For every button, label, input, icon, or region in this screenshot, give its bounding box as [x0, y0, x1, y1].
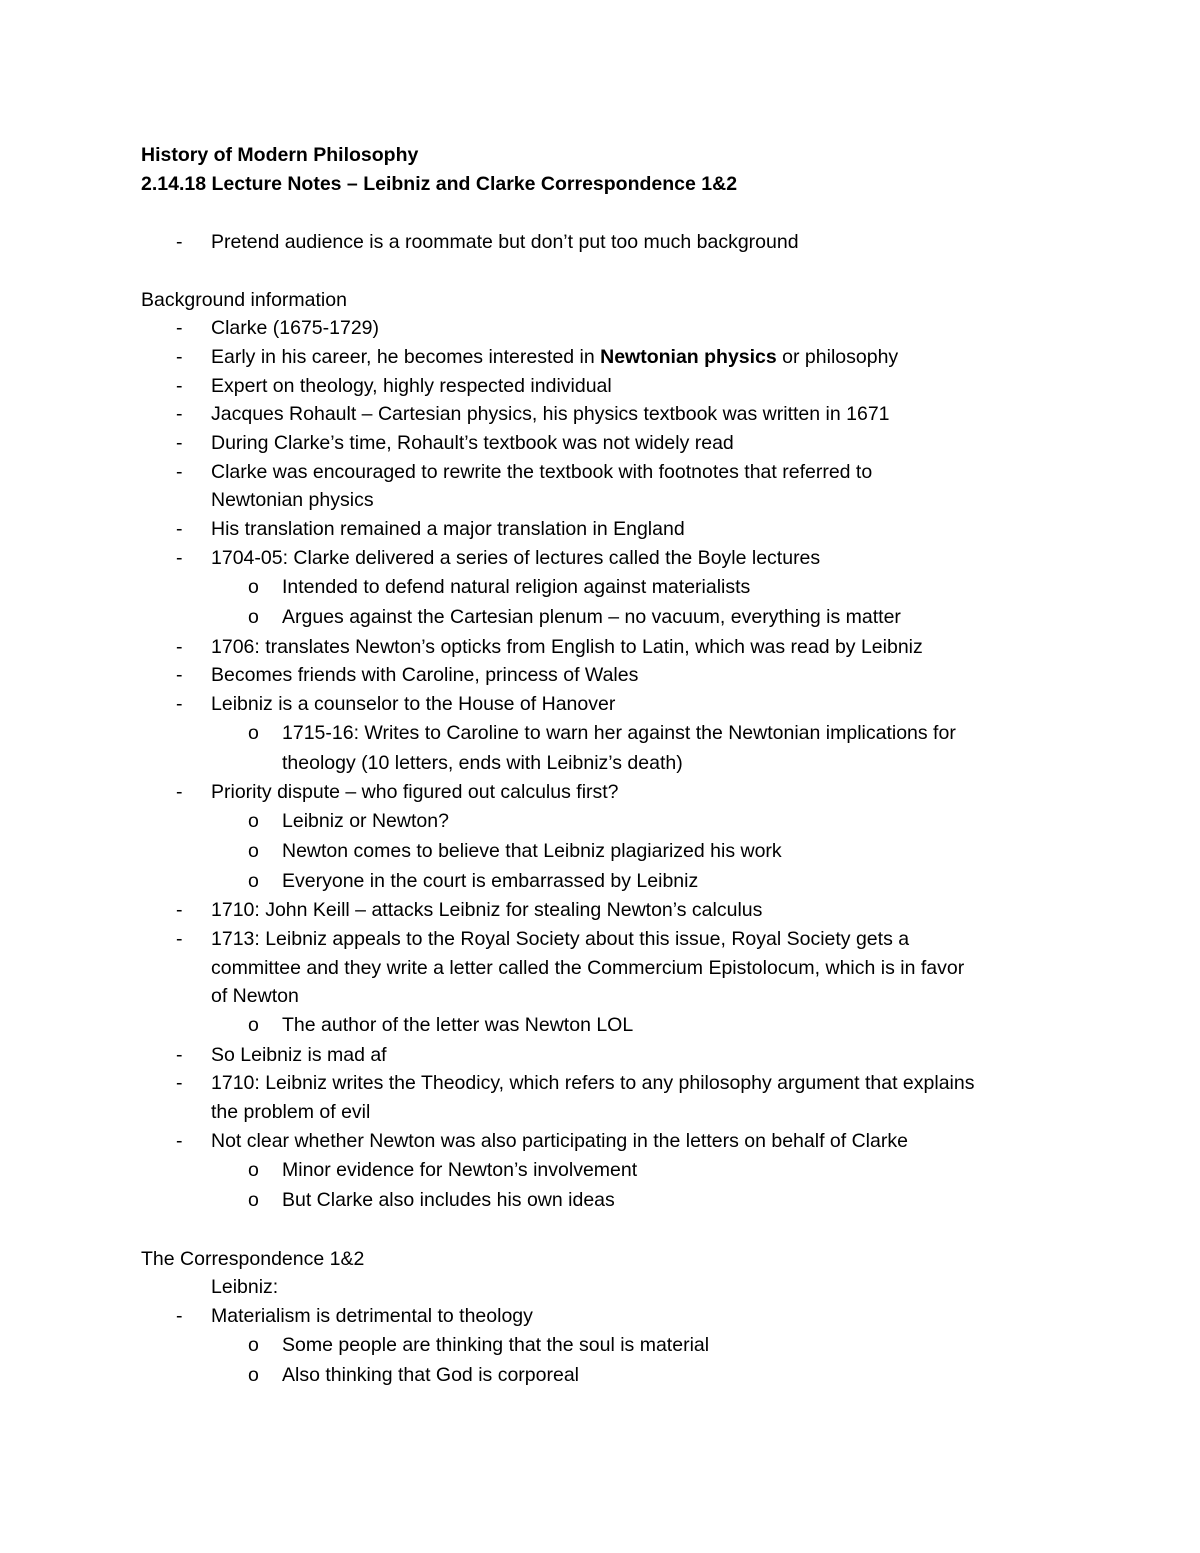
dash-bullet: - [176, 403, 183, 425]
section-heading-background: Background information [141, 289, 347, 311]
list-item-continued: committee and they write a letter called the Commercium Epistolocum, which is in favor [211, 957, 965, 979]
dash-bullet: - [176, 1044, 183, 1066]
dash-bullet: - [176, 781, 183, 803]
circle-bullet: o [248, 810, 259, 832]
speaker-label: Leibniz: [211, 1276, 279, 1298]
list-item: 1710: John Keill – attacks Leibniz for stealing Newton’s calculus [211, 899, 763, 921]
sub-list-item: But Clarke also includes his own ideas [282, 1189, 615, 1211]
circle-bullet: o [248, 840, 259, 862]
list-item: So Leibniz is mad af [211, 1044, 387, 1066]
dash-bullet: - [176, 432, 183, 454]
list-item: Materialism is detrimental to theology [211, 1305, 533, 1327]
list-item: Clarke (1675-1729) [211, 317, 380, 339]
list-item-continued: of Newton [211, 985, 299, 1007]
dash-bullet: - [176, 899, 183, 921]
dash-bullet: - [176, 1072, 183, 1094]
dash-bullet: - [176, 375, 183, 397]
circle-bullet: o [248, 1159, 259, 1181]
dash-bullet: - [176, 693, 183, 715]
list-item: Jacques Rohault – Cartesian physics, his physics textbook was written in 1671 [211, 403, 890, 425]
document-title: History of Modern Philosophy [141, 144, 419, 166]
list-item: His translation remained a major translation in England [211, 518, 685, 540]
dash-bullet: - [176, 636, 183, 658]
circle-bullet: o [248, 576, 259, 598]
dash-bullet: - [176, 1305, 183, 1327]
sub-list-item: Intended to defend natural religion against materialists [282, 576, 751, 598]
document-subtitle: 2.14.18 Lecture Notes – Leibniz and Clarke Correspondence 1&2 [141, 173, 738, 195]
dash-bullet: - [176, 518, 183, 540]
circle-bullet: o [248, 1364, 259, 1386]
circle-bullet: o [248, 1189, 259, 1211]
dash-bullet: - [176, 346, 183, 368]
list-item: 1706: translates Newton’s opticks from English to Latin, which was read by Leibniz [211, 636, 923, 658]
list-item-continued: Newtonian physics [211, 489, 374, 511]
bold-term: Newtonian physics [600, 346, 777, 368]
dash-bullet: - [176, 231, 183, 253]
section-heading-correspondence: The Correspondence 1&2 [141, 1248, 365, 1270]
dash-bullet: - [176, 461, 183, 483]
sub-list-item: Minor evidence for Newton’s involvement [282, 1159, 638, 1181]
dash-bullet: - [176, 928, 183, 950]
list-item: 1704-05: Clarke delivered a series of lectures called the Boyle lectures [211, 547, 821, 569]
sub-list-item: Argues against the Cartesian plenum – no vacuum, everything is matter [282, 606, 901, 628]
sub-list-item: Some people are thinking that the soul is material [282, 1334, 710, 1356]
list-item: Leibniz is a counselor to the House of Hanover [211, 693, 616, 715]
list-item: Becomes friends with Caroline, princess of Wales [211, 664, 639, 686]
sub-list-item: Leibniz or Newton? [282, 810, 449, 832]
sub-list-item: Newton comes to believe that Leibniz plagiarized his work [282, 840, 782, 862]
dash-bullet: - [176, 547, 183, 569]
sub-list-item: 1715-16: Writes to Caroline to warn her against the Newtonian implications for [282, 722, 956, 744]
sub-list-item: Everyone in the court is embarrassed by Leibniz [282, 870, 699, 892]
circle-bullet: o [248, 1014, 259, 1036]
sub-list-item-continued: theology (10 letters, ends with Leibniz’s death) [282, 752, 683, 774]
dash-bullet: - [176, 1130, 183, 1152]
circle-bullet: o [248, 870, 259, 892]
list-item: 1710: Leibniz writes the Theodicy, which refers to any philosophy argument that explains [211, 1072, 975, 1094]
circle-bullet: o [248, 1334, 259, 1356]
circle-bullet: o [248, 606, 259, 628]
dash-bullet: - [176, 317, 183, 339]
list-item-continued: the problem of evil [211, 1101, 371, 1123]
list-item: Clarke was encouraged to rewrite the textbook with footnotes that referred to [211, 461, 873, 483]
list-item: 1713: Leibniz appeals to the Royal Society about this issue, Royal Society gets a [211, 928, 910, 950]
sub-list-item: The author of the letter was Newton LOL [282, 1014, 634, 1036]
list-item: Not clear whether Newton was also participating in the letters on behalf of Clarke [211, 1130, 908, 1152]
list-item: Priority dispute – who figured out calculus first? [211, 781, 619, 803]
sub-list-item: Also thinking that God is corporeal [282, 1364, 579, 1386]
intro-note: Pretend audience is a roommate but don’t put too much background [211, 231, 799, 253]
dash-bullet: - [176, 664, 183, 686]
list-item: Early in his career, he becomes interested in Newtonian physics or philosophy [211, 346, 899, 368]
circle-bullet: o [248, 722, 259, 744]
list-item: Expert on theology, highly respected individual [211, 375, 612, 397]
list-item: During Clarke’s time, Rohault’s textbook was not widely read [211, 432, 734, 454]
